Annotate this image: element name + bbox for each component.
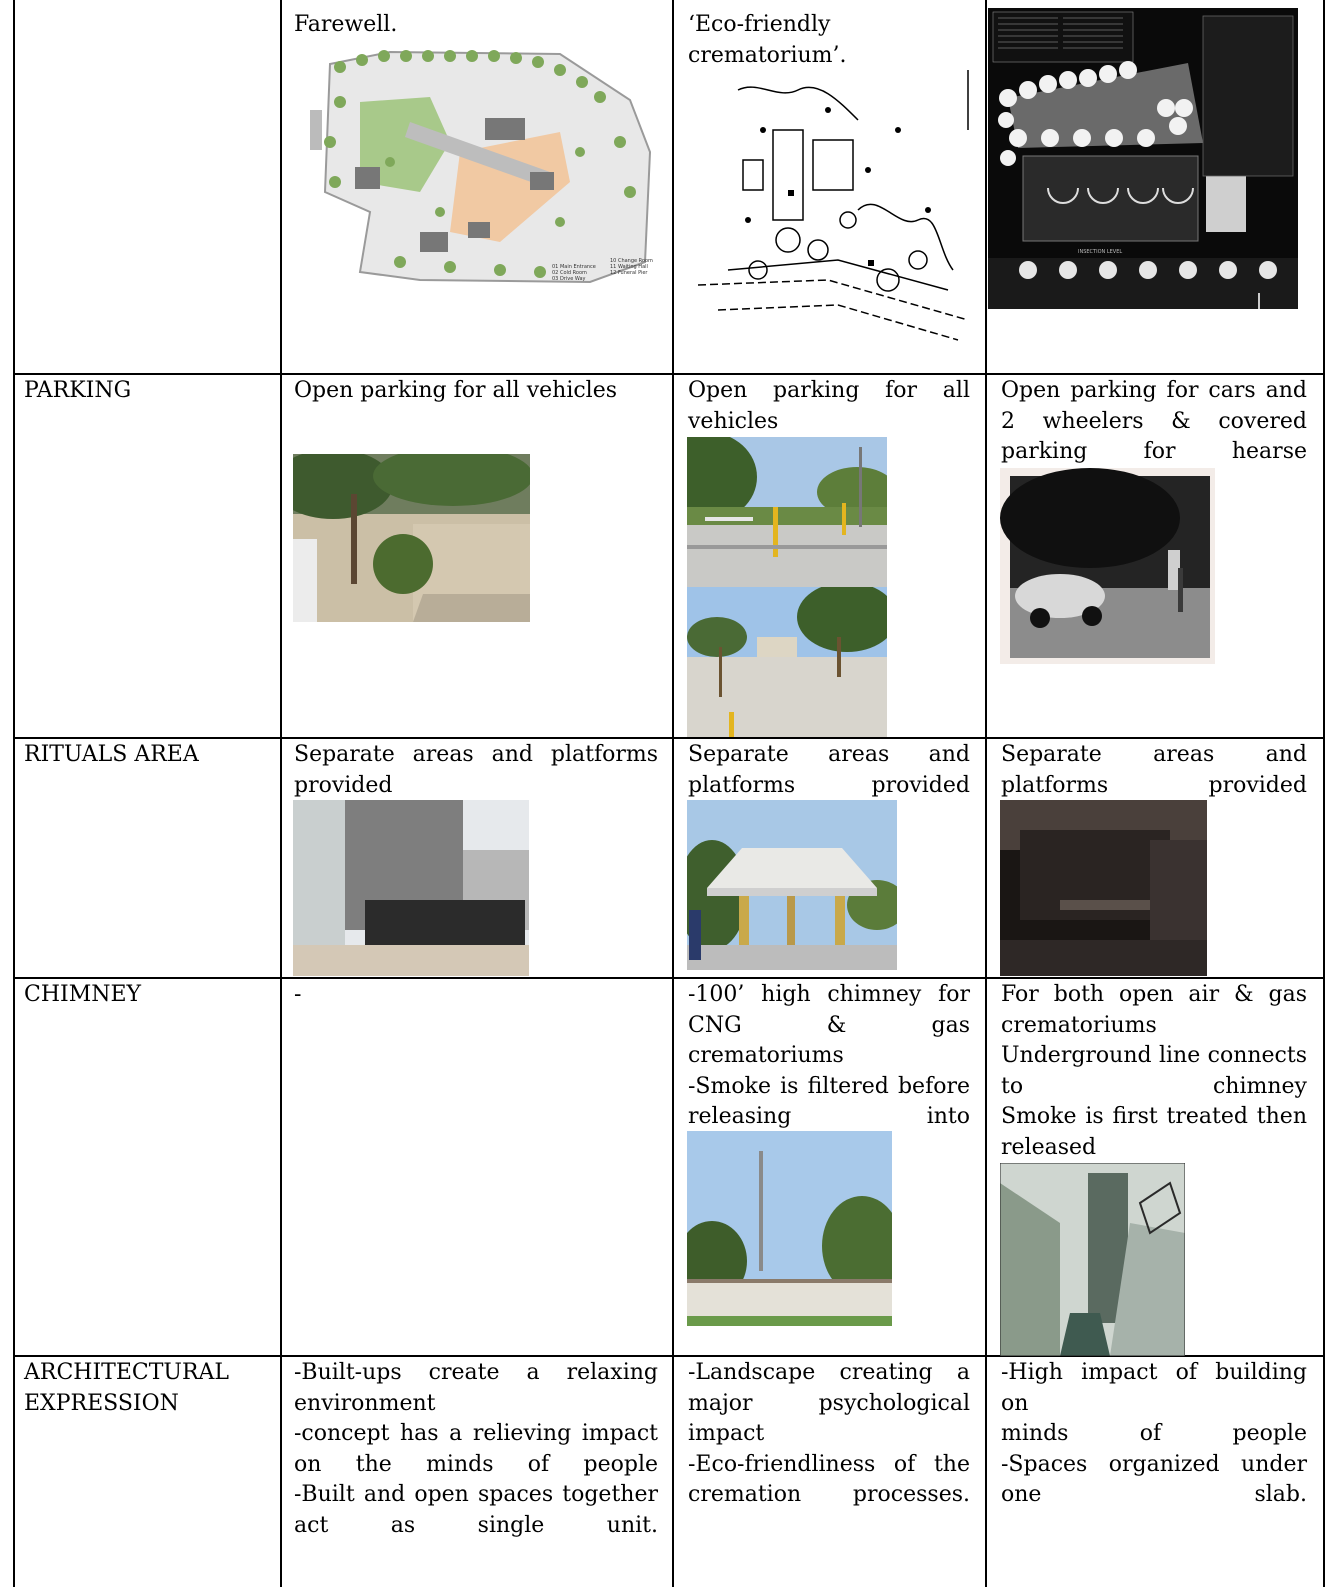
text-line: released bbox=[1001, 1134, 1097, 1160]
text-line: one slab. bbox=[1001, 1482, 1307, 1507]
parking-photo-2 bbox=[687, 437, 887, 587]
text-line: minds of people bbox=[1001, 1421, 1307, 1446]
rituals-photo-3 bbox=[1000, 800, 1207, 976]
text-line: act as single unit. bbox=[294, 1512, 658, 1538]
rituals-col3-text bbox=[1001, 740, 1307, 801]
text-line: CNG & gas crematoriums bbox=[688, 1012, 970, 1068]
chimney-photo-2 bbox=[1000, 1163, 1185, 1356]
text-line: -Eco-friendliness of the bbox=[688, 1451, 970, 1477]
text-line: Open parking for cars and bbox=[1001, 378, 1307, 403]
parking-col3-text bbox=[1001, 376, 1307, 468]
chimney-col3-text bbox=[1001, 980, 1307, 1163]
eco-friendly-site-plan-image bbox=[688, 70, 970, 345]
plan-legend-left-3: 03 Drive Way bbox=[552, 276, 586, 282]
text-line: Underground line connects bbox=[1001, 1043, 1307, 1068]
text-line: releasing into bbox=[688, 1104, 970, 1129]
row-label-chimney: CHIMNEY bbox=[24, 982, 142, 1007]
text-line: -Landscape creating a bbox=[688, 1360, 970, 1385]
row-label-rituals-area: RITUALS AREA bbox=[24, 742, 199, 767]
chimney-col1-text: - bbox=[294, 982, 302, 1007]
text-line: to chimney bbox=[1001, 1073, 1307, 1099]
text-line: -Smoke is filtered before bbox=[688, 1073, 970, 1099]
sketch-plan-drawing bbox=[688, 70, 970, 345]
text-line: environment bbox=[294, 1390, 436, 1416]
chimney-photo-graphic bbox=[687, 1131, 892, 1326]
text-line: provided bbox=[294, 772, 393, 798]
parking-photo-1 bbox=[293, 454, 530, 622]
text-line: on the minds of people bbox=[294, 1451, 658, 1477]
rituals-photo-1 bbox=[293, 800, 529, 976]
title-line: crematorium’. bbox=[688, 42, 847, 68]
eco-friendly-title bbox=[688, 10, 847, 71]
text-line: Separate areas and platforms bbox=[294, 742, 658, 767]
row-label-parking: PARKING bbox=[24, 378, 132, 403]
parking-photo-4 bbox=[1000, 468, 1215, 664]
rituals-col1-text bbox=[294, 740, 658, 801]
text-line: vehicles bbox=[688, 408, 779, 434]
plan-legend-right-1: 10 Change Room bbox=[610, 258, 653, 264]
table-border-left bbox=[13, 0, 15, 1587]
text-line: -High impact of building on bbox=[1001, 1360, 1307, 1416]
plan-legend-right-3: 12 Funeral Pier bbox=[610, 270, 648, 276]
text-line: -Spaces organized under bbox=[1001, 1451, 1307, 1477]
text-line: Open parking for all bbox=[688, 378, 970, 403]
text-line: EXPRESSION bbox=[24, 1390, 179, 1416]
table-row-divider bbox=[13, 373, 1325, 375]
table-border-right bbox=[1323, 0, 1325, 1587]
chimney-photo-1 bbox=[687, 1131, 892, 1326]
text-line: -100’ high chimney for bbox=[688, 982, 970, 1007]
text-line: Separate areas and bbox=[1001, 742, 1307, 767]
rituals-photo-graphic bbox=[1000, 800, 1207, 976]
parking-col2-text bbox=[688, 376, 970, 437]
text-line: ARCHITECTURAL bbox=[24, 1360, 230, 1385]
rituals-photo-graphic bbox=[687, 800, 897, 970]
site-plan-drawing bbox=[300, 42, 662, 300]
text-line: Smoke is first treated then bbox=[1001, 1104, 1307, 1129]
level-label: INSECTION LEVEL bbox=[1078, 249, 1123, 255]
text-line: 2 wheelers & covered bbox=[1001, 408, 1307, 434]
rituals-photo-graphic bbox=[293, 800, 529, 976]
row-label-architectural-expression bbox=[24, 1358, 229, 1419]
parking-photo-graphic bbox=[1000, 468, 1215, 664]
text-line: parking for hearse bbox=[1001, 439, 1307, 464]
table-row-divider bbox=[13, 737, 1325, 739]
table-column-divider bbox=[280, 0, 282, 1587]
chimney-photo-graphic bbox=[1000, 1163, 1185, 1356]
parking-col1-text: Open parking for all vehicles bbox=[294, 378, 618, 403]
text-line: For both open air & gas bbox=[1001, 982, 1307, 1007]
text-line: cremation processes. bbox=[688, 1482, 970, 1507]
dark-plan-drawing bbox=[988, 8, 1298, 309]
rituals-photo-2 bbox=[687, 800, 897, 970]
dark-site-plan-image bbox=[988, 8, 1298, 309]
farewell-title: Farewell. bbox=[294, 12, 398, 37]
text-line: platforms provided bbox=[1001, 772, 1307, 798]
plan-legend-left-1: 01 Main Entrance bbox=[552, 264, 596, 270]
table-row-divider bbox=[13, 977, 1325, 979]
architecture-col2-text bbox=[688, 1358, 970, 1511]
text-line: Separate areas and bbox=[688, 742, 970, 767]
parking-photo-3 bbox=[687, 587, 887, 737]
parking-photo-graphic bbox=[687, 587, 887, 737]
text-line: major psychological bbox=[688, 1390, 970, 1416]
text-line: crematoriums bbox=[1001, 1012, 1157, 1038]
plan-legend-right-2: 11 Waiting Hall bbox=[610, 264, 648, 270]
text-line: -Built-ups create a relaxing bbox=[294, 1360, 658, 1385]
table-column-divider bbox=[672, 0, 674, 1587]
plan-legend-left-2: 02 Cold Room bbox=[552, 270, 587, 276]
architecture-col1-text bbox=[294, 1358, 658, 1541]
rituals-col2-text bbox=[688, 740, 970, 801]
table-column-divider bbox=[985, 0, 987, 1587]
farewell-site-plan-image bbox=[300, 42, 662, 300]
text-line: -Built and open spaces together bbox=[294, 1482, 658, 1507]
title-line: ‘Eco-friendly bbox=[688, 12, 831, 37]
parking-photo-graphic bbox=[293, 454, 530, 622]
text-line: platforms provided bbox=[688, 772, 970, 798]
text-line: impact bbox=[688, 1421, 765, 1446]
text-line: -concept has a relieving impact bbox=[294, 1421, 658, 1446]
parking-photo-graphic bbox=[687, 437, 887, 587]
architecture-col3-text bbox=[1001, 1358, 1307, 1511]
